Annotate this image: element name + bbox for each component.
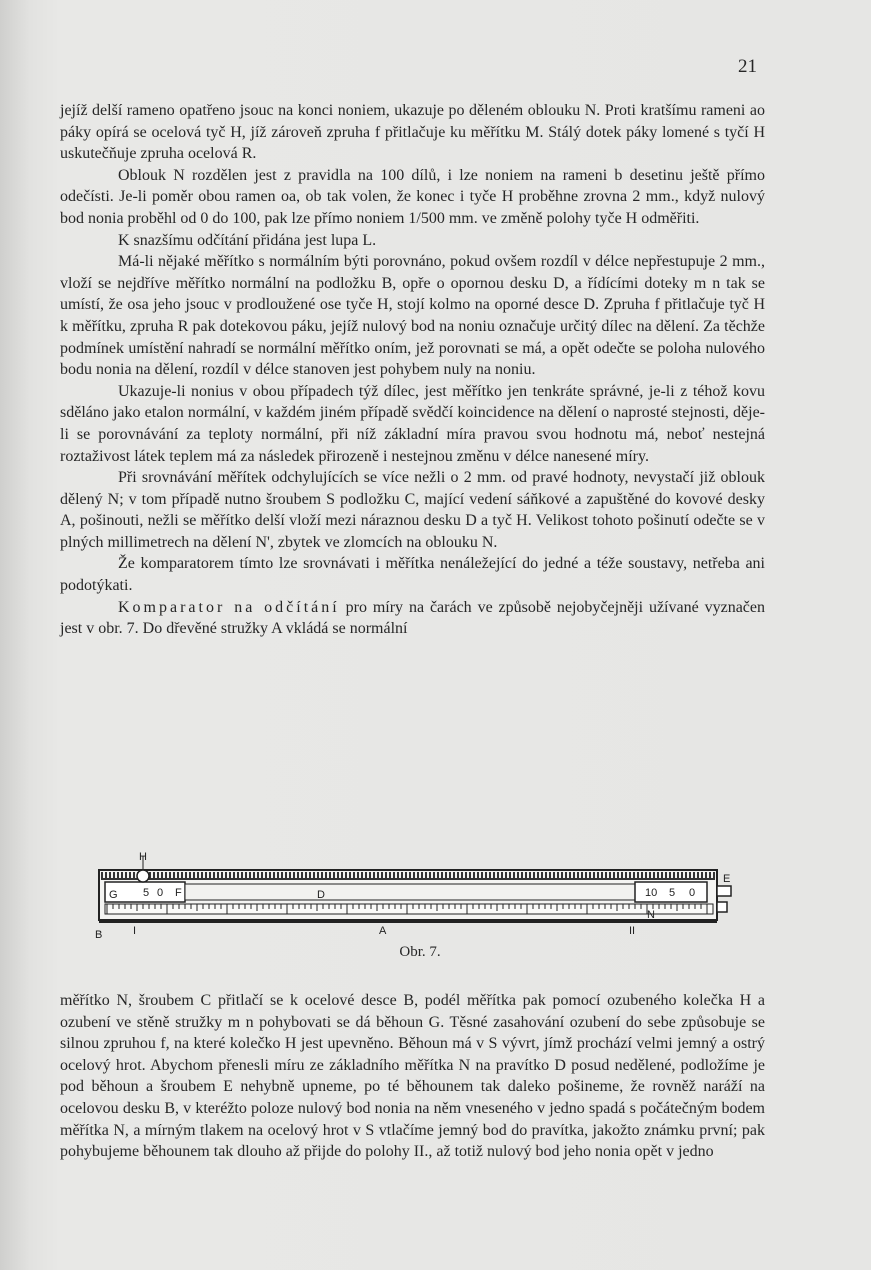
- rail-tooth: [663, 872, 665, 878]
- rail-tooth: [287, 872, 289, 878]
- rail-tooth: [683, 872, 685, 878]
- label-n-0: 0: [689, 887, 696, 899]
- rail-tooth: [447, 872, 449, 878]
- rail-tooth: [151, 872, 153, 878]
- rail-tooth: [311, 872, 313, 878]
- rail-tooth: [319, 872, 321, 878]
- rail-tooth: [359, 872, 361, 878]
- rail-tooth: [423, 872, 425, 878]
- rail-tooth: [547, 872, 549, 878]
- rail-tooth: [407, 872, 409, 878]
- rail-tooth: [419, 872, 421, 878]
- label-ii: II: [629, 925, 636, 937]
- rail-tooth: [679, 872, 681, 878]
- rail-tooth: [675, 872, 677, 878]
- rail-tooth: [315, 872, 317, 878]
- rail-tooth: [459, 872, 461, 878]
- label-g: G: [109, 889, 118, 901]
- rail-tooth: [231, 872, 233, 878]
- bar-d: [185, 884, 635, 900]
- rail-tooth: [295, 872, 297, 878]
- figure-comparator: [95, 850, 745, 970]
- rail-tooth: [351, 872, 353, 878]
- rail-tooth: [575, 872, 577, 878]
- rail-tooth: [159, 872, 161, 878]
- rail-tooth: [207, 872, 209, 878]
- rail-tooth: [571, 872, 573, 878]
- rail-tooth: [411, 872, 413, 878]
- rail-tooth: [195, 872, 197, 878]
- rail-tooth: [467, 872, 469, 878]
- rail-tooth: [403, 872, 405, 878]
- rail-tooth: [283, 872, 285, 878]
- rail-tooth: [651, 872, 653, 878]
- rail-tooth: [531, 872, 533, 878]
- label-f: F: [175, 887, 182, 899]
- rail-tooth: [495, 872, 497, 878]
- rail-tooth: [595, 872, 597, 878]
- page-number: 21: [738, 56, 757, 77]
- rail-tooth: [355, 872, 357, 878]
- rail-tooth: [111, 872, 113, 878]
- rail-tooth: [163, 872, 165, 878]
- rail-tooth: [263, 872, 265, 878]
- rail-tooth: [455, 872, 457, 878]
- rail-tooth: [275, 872, 277, 878]
- rail-tooth: [659, 872, 661, 878]
- rail-tooth: [487, 872, 489, 878]
- rail-tooth: [183, 872, 185, 878]
- figure-caption: Obr. 7.: [399, 944, 441, 960]
- rail-tooth: [695, 872, 697, 878]
- rail-tooth: [711, 872, 713, 878]
- rail-tooth: [519, 872, 521, 878]
- rail-tooth: [367, 872, 369, 878]
- rail-tooth: [307, 872, 309, 878]
- label-b: B: [95, 929, 103, 941]
- rail-tooth: [427, 872, 429, 878]
- rail-tooth: [255, 872, 257, 878]
- rail-tooth: [399, 872, 401, 878]
- rail-tooth: [527, 872, 529, 878]
- rail-tooth: [543, 872, 545, 878]
- rail-tooth: [539, 872, 541, 878]
- rail-tooth: [551, 872, 553, 878]
- rail-tooth: [267, 872, 269, 878]
- upper-text-block: [60, 100, 765, 640]
- rail-tooth: [219, 872, 221, 878]
- rail-tooth: [603, 872, 605, 878]
- rail-tooth: [251, 872, 253, 878]
- rail-tooth: [671, 872, 673, 878]
- rail-tooth: [643, 872, 645, 878]
- label-n-5: 5: [669, 887, 676, 899]
- rail-tooth: [483, 872, 485, 878]
- rail-tooth: [591, 872, 593, 878]
- label-g-0: 0: [157, 887, 164, 899]
- lower-text-block: [60, 990, 765, 1163]
- rail-tooth: [291, 872, 293, 878]
- rail-tooth: [511, 872, 513, 878]
- rail-tooth: [187, 872, 189, 878]
- rail-tooth: [211, 872, 213, 878]
- rail-tooth: [391, 872, 393, 878]
- rail-tooth: [687, 872, 689, 878]
- paragraph-8: [60, 597, 765, 640]
- rail-tooth: [335, 872, 337, 878]
- rail-tooth: [103, 872, 105, 878]
- rail-tooth: [655, 872, 657, 878]
- rail-tooth: [363, 872, 365, 878]
- rail-tooth: [535, 872, 537, 878]
- rail-tooth: [619, 872, 621, 878]
- spaced-term: Komparator na odčítání: [118, 598, 340, 616]
- paragraph-4: Má-li nějaké měřítko s normálním býti porovnáno, pokud ovšem rozdíl v délce nepřestupuje 2 mm., vloží se nejdříve měřítko normální na podložku B, opře o opornou desku D, a řídícími doteky m n tak se umístí, že osa jeho jsouc v prodloužené ose tyče H, stojí kolmo na oporné desce D. Zpruha f přitlačuje tyč H k měřítku, zpruha R pak dotekovou páku, jejíž nulový bod na noniu označuje určitý dílec na dělení. Za těchže podmínek umístění nahradí se normální měřítko oním, jež porovnati se má, a opět odečte se poloha nulového bodu nonia na dělení, rozdíl v délce stanoven jest pohybem nuly na noniu.: [60, 253, 765, 379]
- rail-tooth: [563, 872, 565, 878]
- rail-tooth: [699, 872, 701, 878]
- rail-tooth: [555, 872, 557, 878]
- paragraph-5: Ukazuje-li nonius v obou případech týž dílec, jest měřítko jen tenkráte správné, je-li z téhož kovu sděláno jako etalon normální, v každém jiném případě svědčí koincidence na dělení o naprosté stejnosti, děje-li se porovnávání za teploty normální, při níž základní míra pravou svou hodnotu má, neboť nestejná roztaživost látek teplem má za následek přirozeně i nestejnou změnu v délce nanesené míry.: [60, 382, 765, 465]
- rail-tooth: [431, 872, 433, 878]
- rail-tooth: [339, 872, 341, 878]
- rail-tooth: [479, 872, 481, 878]
- rail-tooth: [331, 872, 333, 878]
- rail-tooth: [227, 872, 229, 878]
- label-d: D: [317, 889, 325, 901]
- rail-tooth: [599, 872, 601, 878]
- rail-tooth: [155, 872, 157, 878]
- label-n: N: [647, 909, 655, 921]
- rail-tooth: [175, 872, 177, 878]
- rail-tooth: [131, 872, 133, 878]
- rail-tooth: [347, 872, 349, 878]
- rail-tooth: [375, 872, 377, 878]
- rail-tooth: [303, 872, 305, 878]
- rail-tooth: [383, 872, 385, 878]
- rail-tooth: [259, 872, 261, 878]
- rail-tooth: [107, 872, 109, 878]
- rail-tooth: [523, 872, 525, 878]
- rail-tooth: [627, 872, 629, 878]
- rail-tooth: [451, 872, 453, 878]
- rail-tooth: [191, 872, 193, 878]
- rail-tooth: [179, 872, 181, 878]
- rail-tooth: [667, 872, 669, 878]
- rail-tooth: [607, 872, 609, 878]
- rail-tooth: [439, 872, 441, 878]
- rail-tooth: [223, 872, 225, 878]
- rail-tooth: [507, 872, 509, 878]
- rail-tooth: [243, 872, 245, 878]
- label-h: H: [139, 851, 147, 863]
- rail-tooth: [215, 872, 217, 878]
- rail-tooth: [203, 872, 205, 878]
- rail-tooth: [639, 872, 641, 878]
- rail-tooth: [279, 872, 281, 878]
- rail-tooth: [415, 872, 417, 878]
- rail-tooth: [299, 872, 301, 878]
- rail-tooth: [587, 872, 589, 878]
- rail-tooth: [435, 872, 437, 878]
- rail-tooth: [691, 872, 693, 878]
- rail-tooth: [115, 872, 117, 878]
- rail-tooth: [171, 872, 173, 878]
- rail-tooth: [515, 872, 517, 878]
- label-a: A: [379, 925, 387, 937]
- rail-tooth: [615, 872, 617, 878]
- rail-tooth: [491, 872, 493, 878]
- rail-tooth: [271, 872, 273, 878]
- rail-tooth: [499, 872, 501, 878]
- paragraph-9: měřítko N, šroubem C přitlačí se k ocelové desce B, podél měřítka pak pomocí ozubeného kolečka H a ozubení ve stěně stružky m n pohybovati se dá běhoun G. Těsné zasahování ozubení do sebe způsobuje se silnou zpruhou f, na které kolečko H jest upevněno. Běhoun má v S vývrt, jímž prochází velmi jemný a ostrý ocelový hrot. Abychom přenesli míru ze základního měřítka N na pravítko D posud nedělené, podložíme je pod běhoun a šroubem E nehybně upneme, po té běhounem tak daleko pošineme, že rovněž naráží na ocelovou desku B, v kteréžto poloze nulový bod nonia na něm vneseného v jedno spadá s počátečným bodem měřítka N, a mírným tlakem na ocelový hrot v S vtlačíme jemný bod do pravítka, jakožto známku první; pak pohybujeme běhounem tak dlouho až přijde do polohy II., až totiž nulový bod jeho nonia opět v jedno: [60, 992, 765, 1161]
- rail-tooth: [559, 872, 561, 878]
- rail-tooth: [443, 872, 445, 878]
- rail-tooth: [647, 872, 649, 878]
- rail-tooth: [387, 872, 389, 878]
- rail-tooth: [119, 872, 121, 878]
- paragraph-3: K snazšímu odčítání přidána jest lupa L.: [118, 231, 377, 249]
- rail-tooth: [475, 872, 477, 878]
- label-e: E: [723, 873, 731, 885]
- rail-tooth: [631, 872, 633, 878]
- rail-tooth: [583, 872, 585, 878]
- screw-e: [717, 886, 731, 896]
- paragraph-6: Při srovnávání měřítek odchylujících se více nežli o 2 mm. od pravé hodnoty, nevystačí již oblouk dělený N; v tom případě nutno šroubem S podložku C, mající vedení sáňkové a zapuštěné do kovové desky A, pošinouti, nežli se měřítko delší vloží mezi náraznou desku D a tyč H. Velikost tohoto pošinutí odečte se v plných millimetrech na dělení N', zbytek ve zlomcích na oblouku N.: [60, 469, 765, 551]
- rail-tooth: [123, 872, 125, 878]
- rail-tooth: [635, 872, 637, 878]
- rail-tooth: [167, 872, 169, 878]
- rail-tooth: [395, 872, 397, 878]
- rail-tooth: [623, 872, 625, 878]
- comparator-drawing: [95, 850, 745, 942]
- wheel-h: [137, 870, 149, 882]
- rail-tooth: [343, 872, 345, 878]
- rail-tooth: [327, 872, 329, 878]
- paragraph-7: Že komparatorem tímto lze srovnávati i měřítka nenáležející do jedné a téže soustavy, netřeba ani podotýkati.: [60, 555, 765, 595]
- label-n-10: 10: [645, 887, 658, 899]
- paragraph-8-text: pro míry na čarách ve způsobě nejobyčejněji užívané vyznačen jest v obr. 7. Do dřevěné stružky A vkládá se normální: [60, 598, 765, 638]
- rail-tooth: [471, 872, 473, 878]
- rail-tooth: [127, 872, 129, 878]
- paragraph-1: jejíž delší rameno opatřeno jsouc na konci noniem, ukazuje po děleném oblouku N. Proti kratšímu rameni ao páky opírá se ocelová tyč H, jíž zároveň zpruha f přitlačuje ku měřítku M. Stálý dotek páky lomené s tyčí H uskutečňuje zpruha ocelová R.: [60, 102, 765, 163]
- rail-tooth: [611, 872, 613, 878]
- scale-n: [105, 904, 713, 914]
- rail-tooth: [247, 872, 249, 878]
- rail-tooth: [379, 872, 381, 878]
- label-g-5: 5: [143, 887, 150, 899]
- rail-tooth: [703, 872, 705, 878]
- label-i: I: [133, 925, 137, 937]
- rail-tooth: [323, 872, 325, 878]
- rail-tooth: [579, 872, 581, 878]
- rail-tooth: [503, 872, 505, 878]
- rail-tooth: [235, 872, 237, 878]
- rail-tooth: [707, 872, 709, 878]
- rail-tooth: [463, 872, 465, 878]
- rail-tooth: [567, 872, 569, 878]
- paragraph-2: Oblouk N rozdělen jest z pravidla na 100 dílů, i lze noniem na rameni b desetinu ještě přímo odečísti. Je-li poměr obou ramen oa, ob tak volen, že konec i tyče H proběhne zrovna 2 mm., když nulový bod nonia proběhl od 0 do 100, pak lze přímo noniem 1/500 mm. ve změně polohy tyče H odměřiti.: [60, 166, 765, 227]
- rail-tooth: [239, 872, 241, 878]
- rail-tooth: [371, 872, 373, 878]
- rail-tooth: [199, 872, 201, 878]
- screw-c: [717, 902, 727, 912]
